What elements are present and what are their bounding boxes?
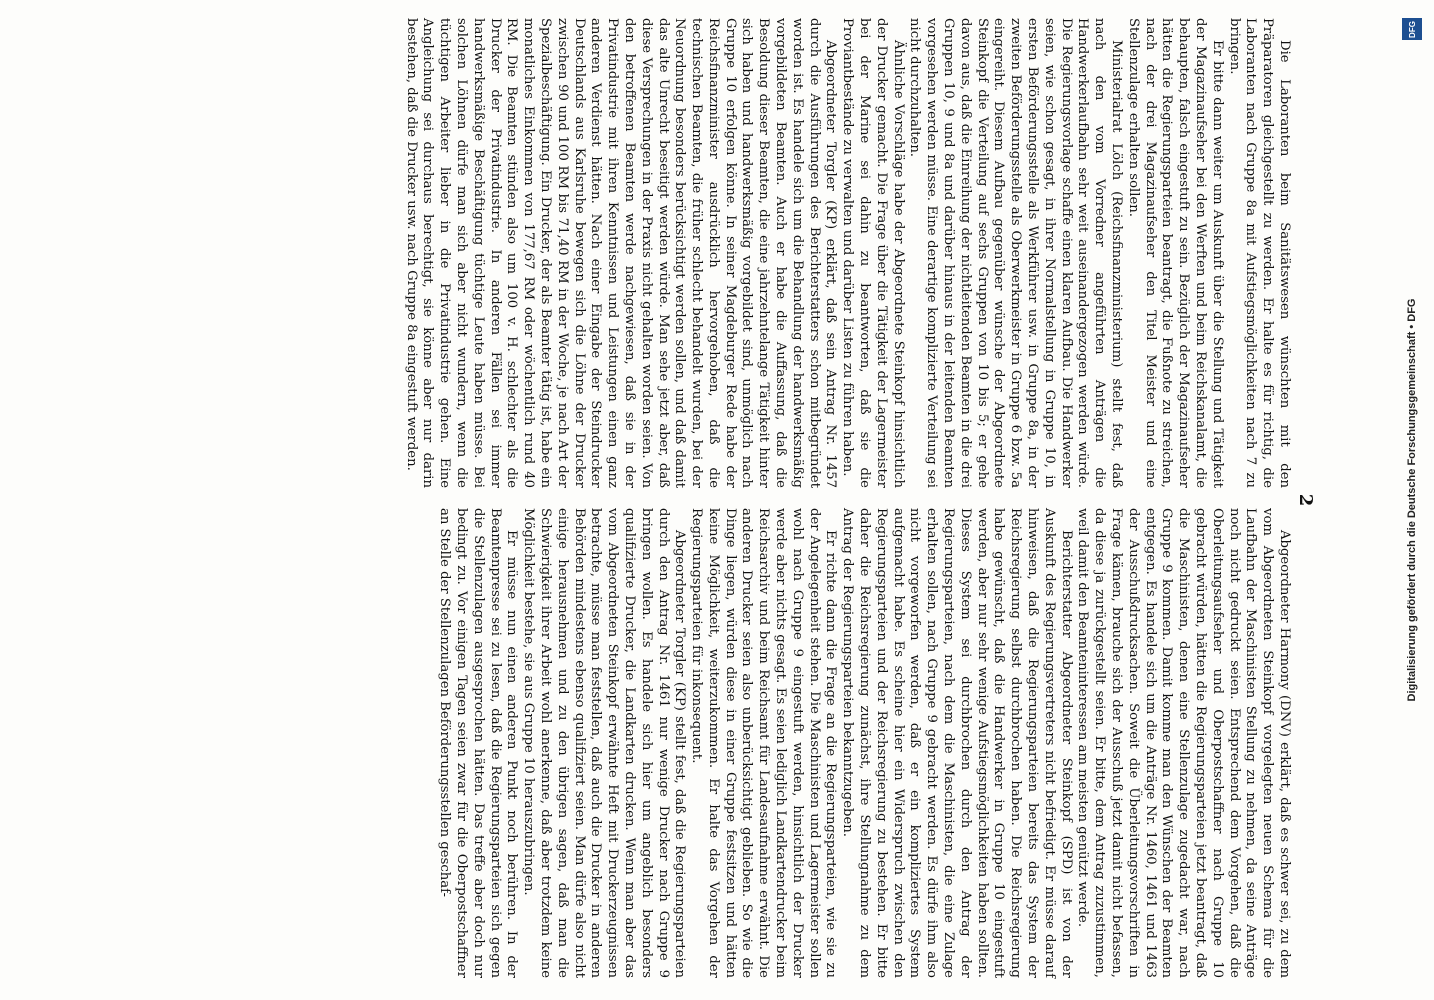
paragraph: Berichterstatter Abgeordneter Steinkopf (SPD) ist von der Auskunft des Regierungsvertreters nicht befriedigt. Er müsse darauf hinweisen, daß die Regierungsparteien bereits das System der Reichsregierung selbst durchbrochen haben. Die Reichsregierung habe gewünscht, daß die Handwerker in Gruppe 10 eingestuft werden, aber nur sehr wenige Aufstiegsmöglichkeiten haben sollten. Dieses System sei durchbrochen durch den Antrag der Regierungsparteien, nach dem die Maschinisten, die eine Zulage erhalten sollen, nach Gruppe 9 gebracht werden. Es dürfe ihm also nicht vorgeworfen werden, daß er ein kompliziertes System aufgemacht habe. Es scheine hier ein Widerspruch zwischen den Regierungsparteien und der Reichsregierung zu bestehen. Er bitte daher die Reichsregierung zunächst, ihre Stellungnahme zu dem Antrag der Regierungsparteien bekanntzugeben.: [840, 508, 1074, 978]
funding-footer: [1392, 10, 1432, 990]
paragraph: Er bitte dann weiter um Auskunft über die Stellung und Tätigkeit der Magazinaufseher bei den Werften und beim Reichskanalamt, die behaupten, falsch eingestuft zu sein. Bezüglich der Magazinaufseher hätten die Regierungsparteien beantragt, die Fußnote zu streichen, nach der drei Magazinaufseher den Titel Meister und eine Stellenzulage erhalten sollen.: [1125, 18, 1225, 488]
funding-notice: Digitalisierung gefördert durch die Deutsche Forschungsgemeinschaft • DFG: [1406, 298, 1418, 702]
rotated-page: [122, 10, 1316, 990]
left-column: [402, 18, 1292, 488]
page-number: 2: [1295, 493, 1316, 507]
paragraph: Abgeordneter Torgler (KP) erklärt, daß sein Antrag Nr. 1457 durch die Ausführungen des Berichterstatters schon mitbegründet worden ist. Es handele sich um die Behandlung der handwerksmäßig vorgebildeten Beamten. Auch er habe die Auffassung, daß die Besoldung dieser Beamten, die eine jahrzehntelange Tätigkeit hinter sich haben und handwerksmäßig vorgebildet sind, unmöglich nach Gruppe 10 erfolgen könne. In seiner Magdeburger Rede habe der Reichsfinanzminister ausdrücklich hervorgehoben, daß die technischen Beamten, die früher schlecht behandelt wurden, bei der Neuordnung besonders berücksichtigt werden sollen, und daß damit das alte Unrecht beseitigt werden würde. Man sehe jetzt aber, daß diese Versprechungen in der Praxis nicht gehalten worden seien. Von den betroffenen Beamten werde nachgewiesen, daß sie in der Privatindustrie mit ihren Kenntnissen und Leistungen einen ganz anderen Verdienst hätten. Nach einer Eingabe der Steindrucker Deutschlands aus Karlsruhe bewegen sich die Löhne der Drucker zwischen 90 und 100 RM bis 71,40 RM in der Woche, je nach Art der Spezialbeschäftigung. Ein Drucker, der als Beamter tätig ist, habe ein monatliches Einkommen von 177,67 RM oder wöchentlich rund 40 RM. Die Beamten stünden also um 100 v. H. schlechter als die Drucker der Privatindustrie. In anderen Fällen sei immer handwerksmäßige Beschäftigung tüchtige Leute haben müsse. Bei solchen Löhnen dürfe man sich aber nicht wundern, wenn die tüchtigen Arbeiter lieber in die Privatindustrie gehen. Eine Angleichung sei durchaus berechtigt, sie könne aber nur darin bestehen, daß die Drucker usw. nach Gruppe 8a eingestuft werden.: [403, 18, 839, 488]
paragraph: Ähnliche Vorschläge habe der Abgeordnete Steinkopf hinsichtlich der Drucker gemacht. Die Frage über die Tätigkeit der Lagermeister bei der Marine sei dahin zu beantworten, daß sie die Proviantbestände zu verwalten und darüber Listen zu führen haben.: [840, 18, 906, 488]
paragraph: Abgeordneter Harmony (DNV) erklärt, daß es schwer sei, zu dem vom Abgeordneten Steinkopf vorgelegten neuen Schema für die Laufbahn der Maschinisten Stellung zu nehmen, da seine Anträge noch nicht gedruckt seien. Entsprechend dem Vorgehen, daß die Oberleitungsaufseher und Oberpostschaffner nach Gruppe 10 gebracht würden, hätten die Regierungsparteien jetzt beantragt, daß die Maschinisten, denen eine Stellenzulage zugedacht war, nach Gruppe 9 kommen. Damit komme man den Wünschen der Beamten entgegen. Es handele sich um die Anträge Nr. 1460, 1461 und 1463 der Ausschußdrucksachen. Soweit die Überleitungsvorschriften in Frage kämen, brauche sich der Ausschuß jetzt damit nicht befassen, da diese ja zurückgestellt seien. Er bitte, dem Antrag zuzustimmen, weil damit den Beamteninteressen am meisten genützt werde.: [1075, 508, 1292, 978]
paragraph: Abgeordneter Torgler (KP) stellt fest, daß die Regierungsparteien durch den Antrag Nr. 1461 nur wenige Drucker nach Gruppe 9 bringen wollen. Es handele sich hier um angeblich besonders qualifizierte Drucker, die Landkarten drucken. Wenn man aber das vom Abgeordneten Steinkopf erwähnte Heft mit Druckerzeugnissen betrachte, müsse man feststellen, daß auch die Drucker in anderen Behörden mindestens ebenso qualifiziert seien. Man dürfe also nicht einige herausnehmen und zu den übrigen sagen, daß man die Schwierigkeit ihrer Arbeit wohl anerkenne, daß aber trotzdem keine Möglichkeit bestehe, sie aus Gruppe 10 herauszubringen.: [521, 508, 688, 978]
paragraph: Die Laboranten beim Sanitätswesen wünschten mit den Präparatoren gleichgestellt zu werden. Er halte es für richtig, die Laboranten nach Gruppe 8a mit Aufstiegsmöglichkeiten nach 7 zu bringen.: [1226, 18, 1292, 488]
paragraph: Er richte dann die Frage an die Regierungsparteien, wie sie zu der Angelegenheit stehen. Die Maschinisten und Lagermeister sollen wohl nach Gruppe 9 eingestuft werden, hinsichtlich der Drucker werde aber nichts gesagt. Es seien lediglich Landkartendrucker beim Reichsarchiv und beim Reichsamt für Landesaufnahme erwähnt. Die anderen Drucker seien also unberücksichtigt geblieben. So wie die Dinge liegen, würden diese in einer Gruppe festsitzen und hätten keine Möglichkeit, weiterzukommen. Er halte das Vorgehen der Regierungsparteien für inkonsequent.: [689, 508, 839, 978]
paragraph: Er müsse nun einen anderen Punkt noch berühren. In der Beamtenpresse sei zu lesen, daß die Regierungsparteien sich gegen die Stellenzulagen ausgesprochen hätten. Das treffe aber doch nur bedingt zu. Vor einigen Tagen seien zwar für die Oberpostschaffner an Stelle der Stellenzulagen Beförderungsstellen geschaf-: [437, 508, 520, 978]
dfg-logo-badge: DFG: [1402, 18, 1422, 40]
right-column: [435, 508, 1292, 978]
paragraph: Ministerialrat Lölch (Reichsfinanzministerium) stellt fest, daß nach den vom Vorredner angeführten Anträgen die Handwerkerlaufbahn sehr weit auseinandergezogen werden würde. Die Regierungsvorlage schaffe einen klaren Aufbau. Die Handwerker seien, wie schon gesagt, in ihrer Normalstellung in Gruppe 10, in ersten Beförderungsstelle als Werkführer usw. in Gruppe 8a, in der zweiten Beförderungsstelle als Oberwerkmeister in Gruppe 6 bzw. 5a eingereiht. Diesem Aufbau gegenüber wünsche der Abgeordnete Steinkopf die Verteilung auf sechs Gruppen von 10 bis 5; er gehe davon aus, daß die Einreihung der nichtleitenden Beamten in die drei Gruppen 10, 9 und 8a und darüber hinaus in der leitenden Beamten vorgesehen werden müsse. Eine derartige komplizierte Verteilung sei nicht durchzuhalten.: [907, 18, 1125, 488]
